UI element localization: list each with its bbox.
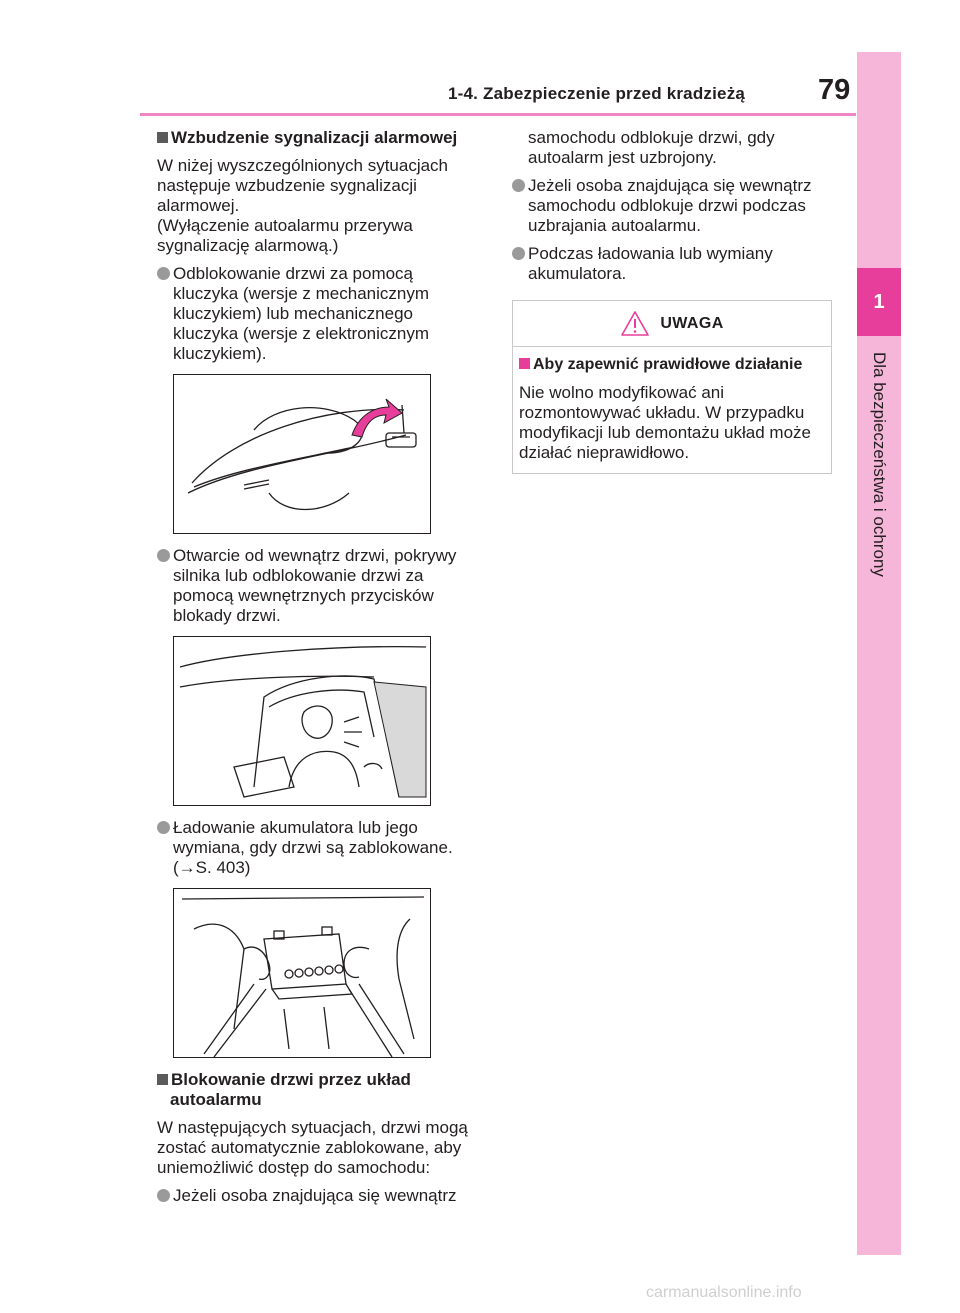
list-item: Ładowanie akumulatora lub jego wymiana, gdy drzwi są zablokowane. (→S. 403) — [157, 818, 482, 878]
intro-paragraph: W niżej wyszczególnionych sytuacjach następuje wzbudzenie sygnalizacji alarmowej. (Wyłączenie autoalarmu przerywa sygnalizację alarmową.) — [157, 156, 449, 255]
list-item: Jeżeli osoba znajdująca się wewnątrz — [157, 1186, 482, 1206]
caution-text: Nie wolno modyfikować ani rozmontowywać układu. W przypadku modyfikacji lub demontażu układ może działać nieprawidłowo. — [519, 383, 811, 462]
intro-paragraph-2: W następujących sytuacjach, drzwi mogą zostać automatycznie zablokowane, aby uniemożliwić dostęp do samochodu: — [157, 1118, 468, 1177]
list-item: Jeżeli osoba znajdująca się wewnątrz samochodu odblokuje drzwi podczas uzbrajania autoalarmu. — [512, 176, 834, 236]
square-marker-icon — [519, 358, 530, 369]
caution-heading: Aby zapewnić prawidłowe działanie — [519, 355, 825, 375]
chapter-side-tab — [857, 52, 901, 1255]
circle-bullet-icon — [157, 549, 170, 562]
square-marker-icon — [157, 1074, 168, 1085]
page-number: 79 — [818, 74, 851, 106]
header-rule — [140, 113, 856, 116]
circle-bullet-icon — [512, 247, 525, 260]
list-item: Otwarcie od wewnątrz drzwi, pokrywy silnika lub odblokowanie drzwi za pomocą wewnętrznych przycisków blokady drzwi. — [157, 546, 482, 626]
caution-body — [513, 347, 831, 473]
chapter-number: 1 — [857, 268, 901, 336]
footer-watermark: carmanualsonline.info — [646, 1284, 802, 1301]
right-column — [512, 128, 834, 474]
list-item: Podczas ładowania lub wymiany akumulatora. — [512, 244, 834, 284]
circle-bullet-icon — [157, 821, 170, 834]
circle-bullet-icon — [157, 267, 170, 280]
caution-box — [512, 300, 832, 474]
page-reference: (→S. 403) — [173, 858, 251, 877]
left-column — [157, 128, 482, 1214]
warning-triangle-icon — [620, 310, 650, 337]
list-item: Odblokowanie drzwi za pomocą kluczyka (wersje z mechanicznym kluczykiem) lub mechanicznego kluczyka (wersje z elektronicznym kluczykiem). — [157, 264, 482, 364]
chapter-label: Dla bezpieczeństwa i ochrony — [870, 352, 889, 577]
caution-title: UWAGA — [660, 314, 724, 332]
circle-bullet-icon — [157, 1189, 170, 1202]
caution-header — [513, 301, 831, 347]
circle-bullet-icon — [512, 179, 525, 192]
continued-text: samochodu odblokuje drzwi, gdy autoalarm jest uzbrojony. — [528, 128, 775, 167]
square-marker-icon — [157, 132, 168, 143]
door-key-illustration — [173, 374, 431, 534]
battery-illustration — [173, 888, 431, 1058]
section-heading-autolock: Blokowanie drzwi przez układ autoalarmu — [157, 1070, 482, 1110]
person-in-car-illustration — [173, 636, 431, 806]
section-title: 1-4. Zabezpieczenie przed kradzieżą — [448, 84, 746, 103]
section-heading-alarm: Wzbudzenie sygnalizacji alarmowej — [157, 128, 482, 148]
